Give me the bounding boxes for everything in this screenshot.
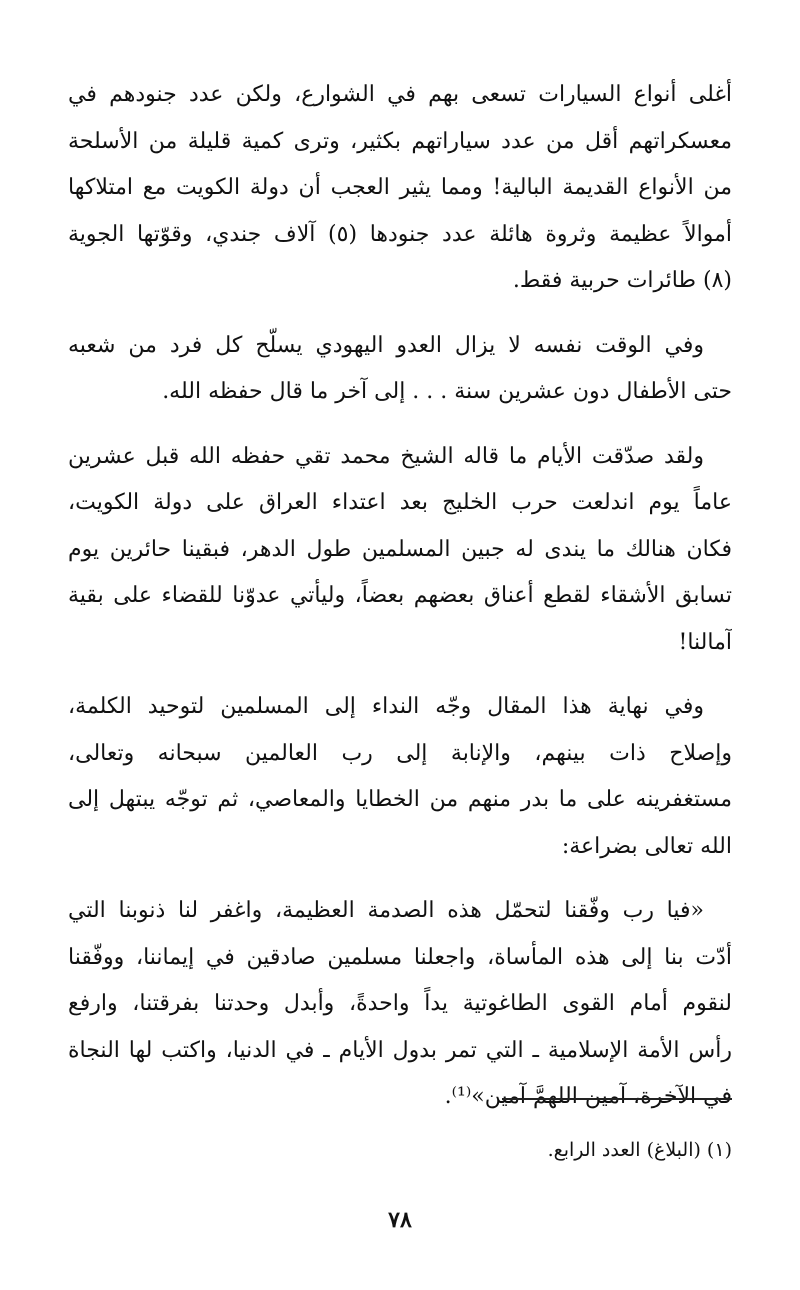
text-line: فكان هنالك ما يندى له جبين المسلمين طول الدهر، فبقينا حائرين يوم xyxy=(68,536,732,562)
paragraph-4 xyxy=(68,684,732,870)
text-line: حتى الأطفال دون عشرين سنة . . . إلى آخر ما قال حفظه الله. xyxy=(162,379,732,404)
paragraph-1 xyxy=(68,72,732,305)
text-line: مستغفرينه على ما بدر منهم من الخطايا والمعاصي، ثم توجّه يبتهل إلى xyxy=(68,787,732,812)
text-line: وإصلاح ذات بينهم، والإنابة إلى رب العالمين سبحانه وتعالى، xyxy=(68,740,732,766)
page-number: ٧٨ xyxy=(388,1207,412,1233)
text-line: لنقوم أمام القوى الطاغوتية يداً واحدةً، وأبدل وحدتنا بفرقتنا، وارفع xyxy=(68,991,732,1016)
text-line: في الآخرة، آمين اللهمَّ آمين»⁽¹⁾. xyxy=(444,1084,732,1109)
paragraph-gap xyxy=(68,870,732,888)
text-line: معسكراتهم أقل من عدد سياراتهم بكثير، وترى كمية قليلة من الأسلحة xyxy=(68,128,732,154)
text-line: رأس الأمة الإسلامية ـ التي تمر بدول الأيام ـ في الدنيا، واكتب لها النجاة xyxy=(68,1037,732,1063)
text-line: أدّت بنا إلى هذه المأساة، واجعلنا مسلمين صادقين في إيماننا، ووفّقنا xyxy=(68,944,732,970)
text-line: وفي الوقت نفسه لا يزال العدو اليهودي يسلّح كل فرد من شعبه xyxy=(68,332,704,358)
text-line: آمالنا! xyxy=(678,629,732,655)
text-line: وفي نهاية هذا المقال وجّه النداء إلى المسلمين لتوحيد الكلمة، xyxy=(68,694,704,719)
main-text xyxy=(68,72,732,1121)
text-line: (٨) طائرات حربية فقط. xyxy=(512,268,732,293)
text-line: تسابق الأشقاء لقطع أعناق بعضهم بعضاً، وليأتي عدوّنا للقضاء على بقية xyxy=(68,583,732,608)
paragraph-gap xyxy=(68,305,732,323)
paragraph-gap xyxy=(68,416,732,434)
paragraph-gap xyxy=(68,666,732,684)
paragraph-2 xyxy=(68,323,732,416)
text-line: أغلى أنواع السيارات تسعى بهم في الشوارع، ولكن عدد جنودهم في xyxy=(68,82,732,107)
paragraph-3 xyxy=(68,434,732,667)
text-line: «فيا رب وفّقنا لتحمّل هذه الصدمة العظيمة، واغفر لنا ذنوبنا التي xyxy=(68,898,704,923)
footnote: (١) (البلاغ) العدد الرابع. xyxy=(547,1139,732,1161)
paragraph-5-quote xyxy=(68,888,732,1121)
text-line: ولقد صدّقت الأيام ما قاله الشيخ محمد تقي حفظه الله قبل عشرين xyxy=(68,443,704,469)
text-line: من الأنواع القديمة البالية! ومما يثير العجب أن دولة الكويت مع امتلاكها xyxy=(68,175,732,200)
footnote-separator xyxy=(502,1098,732,1100)
text-line: أموالاً عظيمة وثروة هائلة عدد جنودها (٥) آلاف جندي، وقوّتها الجوية xyxy=(68,221,732,247)
text-line: الله تعالى بضراعة: xyxy=(561,833,732,859)
text-line: عاماً يوم اندلعت حرب الخليج بعد اعتداء العراق على دولة الكويت، xyxy=(68,490,732,515)
